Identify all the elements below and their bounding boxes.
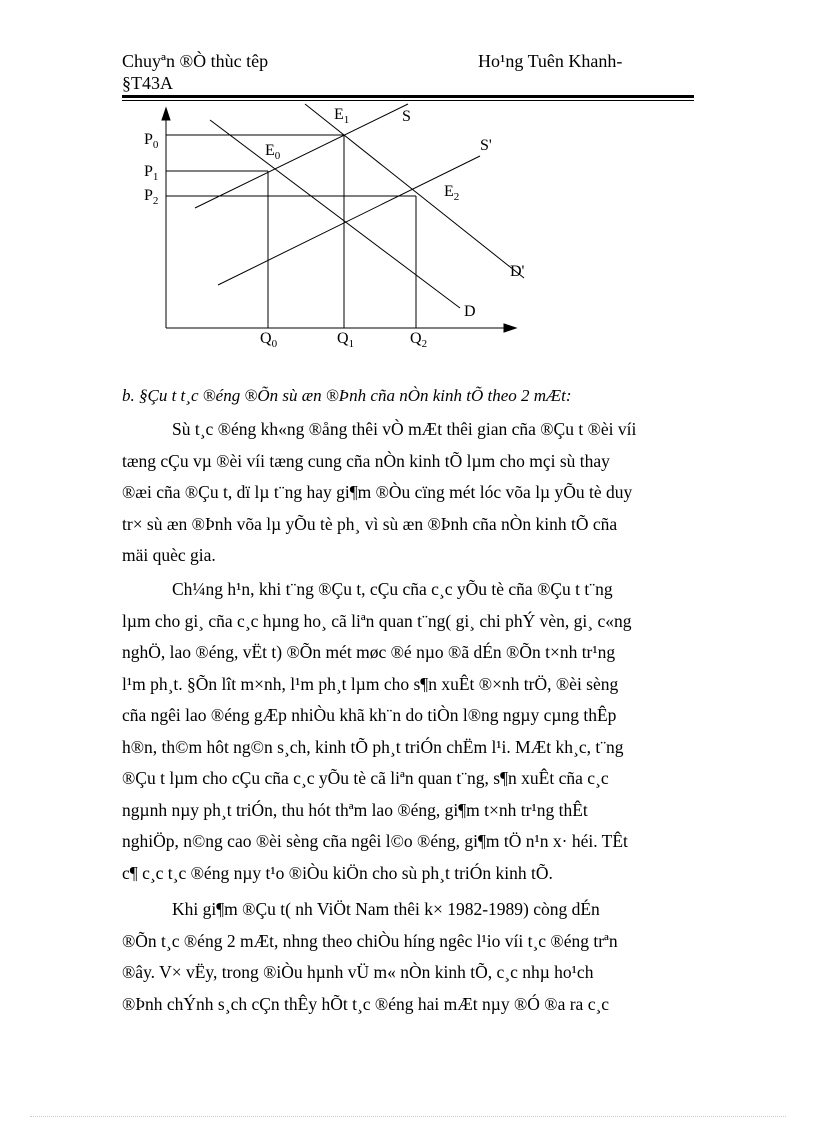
header-rule-thick <box>122 95 694 98</box>
document-header-left <box>122 50 268 94</box>
paragraph-2: Ch¼ng h¹n, khi t¨ng ®Çu t, cÇu cña c¸c yÕu tè cña ®Çu t t¨ng lµm cho gi¸ cña c¸c hµng ho¸ cã liªn quan t¨ng( gi¸ chi phÝ vèn, gi¸ c«ng nghÖ, lao ®éng, vËt t) ®Õn mét møc ®é nµo ®ã dÉn ®Õn t×nh tr¹ng l¹m ph¸t. §Õn lît m×nh, l¹m ph¸t lµm cho s¶n xuÊt ®×nh trÖ, ®èi sèng cña ngêi lao ®éng gÆp nhiÒu khã kh¨n do tiÒn l®ng ngµy cµng thÊp h®n, th©m hôt ng©n s¸ch, kinh tÕ ph¸t triÓn chËm l¹i. MÆt kh¸c, t¨ng ®Çu t lµm cho cÇu cña c¸c yÕu tè cã liªn quan t¨ng, s¶n xuÊt cña c¸c ngµnh nµy ph¸t triÓn, thu hót thªm lao ®éng, gi¶m t×nh tr¹ng thÊt nghiÖp, n©ng cao ®èi sèng cña ngêi l©o ®éng, gi¶m tÖ n¹n x· héi. TÊt c¶ c¸c t¸c ®éng nµy t¹o ®iÒu kiÖn cho sù ph¸t triÓn kinh tÕ. <box>122 579 632 883</box>
supply-line-s-prime <box>218 156 480 285</box>
equilibrium-label-e0: $E_0$ <box>265 142 281 162</box>
header-title: Chuyªn ®Ò thùc têp <box>122 51 269 71</box>
x-axis-arrow <box>504 324 516 332</box>
header-class: §T43A <box>122 73 173 93</box>
paragraph-3: Khi gi¶m ®Çu t( nh ViÖt Nam thêi k× 1982-1989) còng dÉn ®Õn t¸c ®éng 2 mÆt, nhng theo chiÒu híng ngêc l¹io víi t¸c ®éng trªn ®ây. V× vËy, trong ®iÒu hµnh vÜ m« nÒn kinh tÕ, c¸c nhµ ho¹ch ®Þnh chÝnh s¸ch cÇn thÊy hÕt t¸c ®éng hai mÆt nµy ®Ó ®a ra c¸c <box>122 899 618 1014</box>
header-author: Ho¹ng Tuên Khanh- <box>478 51 623 71</box>
paragraph-1: Sù t¸c ®éng kh«ng ®ång thêi vÒ mÆt thêi gian cña ®Çu t ®èi víi tæng cÇu vµ ®èi víi tæng cung cña nÒn kinh tÕ lµm cho mçi sù thay ®æi cña ®Çu t, dï lµ t¨ng hay gi¶m ®Òu cïng mét lóc võa lµ yÕu tè duy tr× sù æn ®Þnh võa lµ yÕu tè ph¸ vì sù æn ®Þnh cña nÒn kinh tÕ cña mäi quèc gia. <box>122 419 637 565</box>
quantity-label-q0: $Q_0$ <box>260 330 278 350</box>
equilibrium-label-e2: $E_2$ <box>444 183 460 203</box>
series-label-s: S <box>402 108 411 125</box>
quantity-label-q2: $Q_2$ <box>410 330 428 350</box>
equilibrium-label-e1: $E_1$ <box>334 106 350 126</box>
demand-line-d-prime <box>305 104 524 278</box>
section-heading: b. §Çu t t¸c ®éng ®Õn sù æn ®Þnh cña nÒn kinh tÕ theo 2 mÆt: <box>122 386 572 405</box>
supply-demand-chart <box>100 100 530 360</box>
price-label-p0: $P_0$ <box>144 131 159 151</box>
price-label-p2: $P_2$ <box>144 187 159 207</box>
series-label-s-prime: S' <box>480 137 492 154</box>
y-axis-arrow <box>162 108 170 120</box>
series-label-d: D <box>464 303 476 320</box>
series-label-d-prime-visible: D' <box>510 263 525 280</box>
page-bottom-rule <box>30 1116 786 1117</box>
quantity-label-q1: $Q_1$ <box>337 330 355 350</box>
supply-line-s <box>195 104 408 208</box>
demand-line-d <box>210 120 460 308</box>
price-label-p1: $P_1$ <box>144 163 159 183</box>
